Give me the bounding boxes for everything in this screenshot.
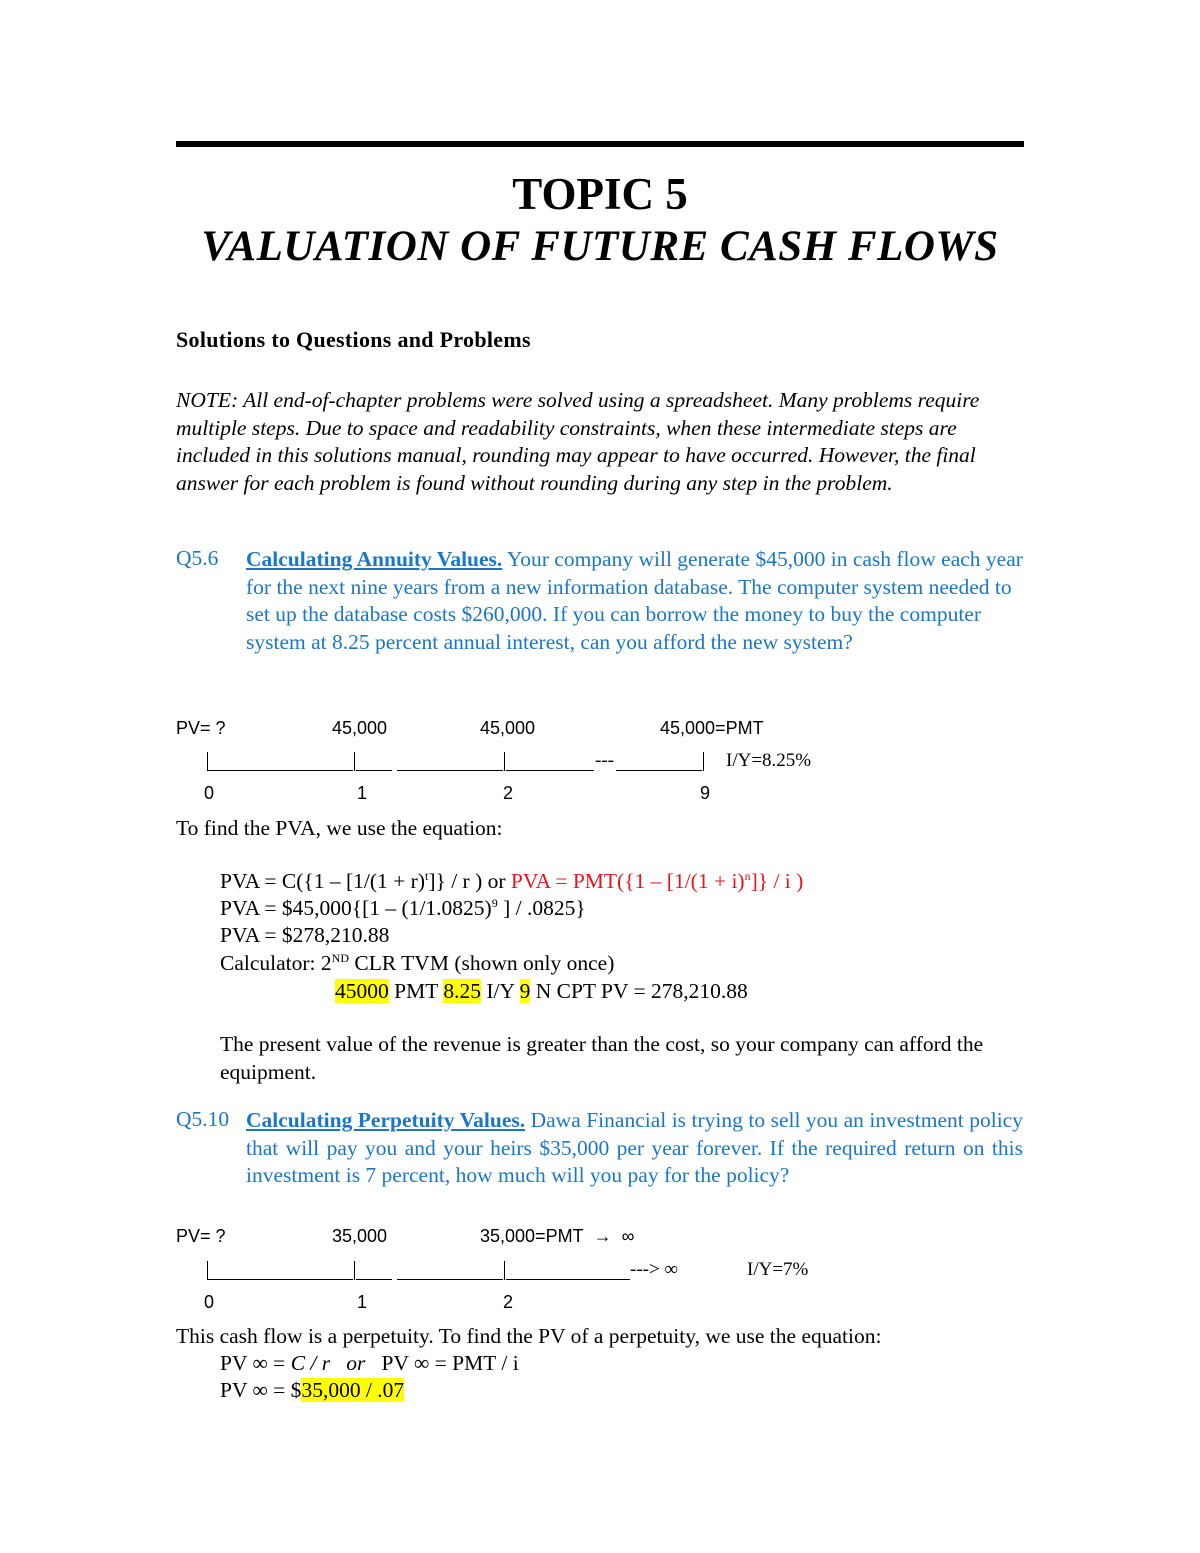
timeline-cashflow: 45,000 xyxy=(480,718,536,738)
timeline-gap-dashes: --- xyxy=(595,750,614,771)
note-paragraph: NOTE: All end-of-chapter problems were solved using a spreadsheet. Many problems require multiple steps. Due to space and readability constraints, when these intermediate steps are included in this solutions manual, rounding may appear to have occurred. However, the final answer for each problem is found without rounding during any step in the problem. xyxy=(176,388,980,495)
page-subtitle: VALUATION OF FUTURE CASH FLOWS xyxy=(201,223,999,270)
timeline-tick xyxy=(207,1261,208,1280)
timeline-tail-infinity: ---> ∞ xyxy=(630,1259,678,1280)
timeline-period: 2 xyxy=(503,783,514,803)
timeline-period: 2 xyxy=(503,1292,514,1312)
timeline-segment xyxy=(397,770,503,771)
calculator-keystrokes: 45000 PMT 8.25 I/Y 9 N CPT PV = 278,210.88 xyxy=(335,979,748,1003)
question-text xyxy=(246,1107,1023,1190)
question-heading: Calculating Annuity Values. xyxy=(246,547,503,571)
timeline-cashflow: 35,000 xyxy=(332,1226,388,1246)
conclusion-paragraph: The present value of the revenue is greater than the cost, so your company can afford the equipment. xyxy=(220,1032,984,1084)
page-title: TOPIC 5 xyxy=(512,169,688,219)
equation-intro: This cash flow is a perpetuity. To find the PV of a perpetuity, we use the equation: xyxy=(176,1324,882,1348)
timeline-cashflow: 45,000=PMT xyxy=(660,718,764,738)
timeline-segment xyxy=(208,1279,353,1280)
question-number: Q5.6 xyxy=(176,546,219,570)
equation-pva-substitution: PVA = $45,000{[1 – $(1/1.0825)^9$ ] / .0825} xyxy=(220,895,586,920)
equation-perpetuity-formula: PV ∞ = C / r or PV ∞ = PMT / i xyxy=(220,1351,519,1375)
timeline-period: 1 xyxy=(357,1292,368,1312)
timeline-tick xyxy=(354,1261,355,1280)
infinity-icon: ∞ xyxy=(621,1226,635,1246)
timeline-period: 9 xyxy=(700,783,711,803)
timeline-pv-label: PV= ? xyxy=(176,1226,226,1246)
calculator-setup: Calculator: 2ND CLR TVM (shown only once) xyxy=(220,950,615,975)
timeline-segment xyxy=(208,770,353,771)
question-number: Q5.10 xyxy=(176,1107,230,1131)
timeline-segment xyxy=(397,1279,503,1280)
timeline-rate: I/Y=8.25% xyxy=(726,750,812,771)
equation-perpetuity-substitution: PV ∞ = $35,000 / .07 xyxy=(220,1378,405,1402)
equation-pva-result: PVA = $278,210.88 xyxy=(220,923,390,947)
top-rule xyxy=(176,141,1024,147)
timeline-tick xyxy=(354,752,355,771)
timeline-tick xyxy=(504,1261,505,1280)
timeline-period: 1 xyxy=(357,783,368,803)
timeline-rate: I/Y=7% xyxy=(747,1259,809,1280)
timeline-tick xyxy=(207,752,208,771)
timeline-cashflow: 45,000 xyxy=(332,718,388,738)
section-heading: Solutions to Questions and Problems xyxy=(176,327,531,352)
timeline-tick xyxy=(703,752,704,771)
timeline-segment xyxy=(506,770,594,771)
timeline-segment xyxy=(356,770,392,771)
timeline-segment xyxy=(616,770,702,771)
question-text xyxy=(246,546,1026,656)
arrow-right-icon: → xyxy=(593,1226,612,1246)
timeline-cashflow: 35,000=PMT → ∞ xyxy=(480,1226,635,1246)
equation-pva-formula: PVA = $C(\{1 - [1/(1 + r)^t]\} / r$ ) or PVA = $PMT(\{1 - [1/(1 + i)^n]\} / i$ ) xyxy=(220,868,804,893)
timeline-pv-label: PV= ? xyxy=(176,718,226,738)
timeline-period: 0 xyxy=(204,1292,215,1312)
equation-intro: To find the PVA, we use the equation: xyxy=(176,816,503,840)
question-body: Dawa Financial is trying to sell you an investment policy that will pay you and your heirs $35,000 per year forever. If the required return on this investment is 7 percent, how much will you pay for the policy? xyxy=(246,1108,1023,1187)
timeline-tick xyxy=(504,752,505,771)
timeline-segment xyxy=(506,1279,630,1280)
question-body: Your company will generate $45,000 in cash flow each year for the next nine years from a new information database. The computer system needed to set up the database costs $260,000. If you can borrow the money to buy the computer system at 8.25 percent annual interest, can you afford the new system? xyxy=(246,547,1023,654)
timeline-segment xyxy=(356,1279,392,1280)
timeline-period: 0 xyxy=(204,783,215,803)
question-heading: Calculating Perpetuity Values. xyxy=(246,1108,526,1132)
